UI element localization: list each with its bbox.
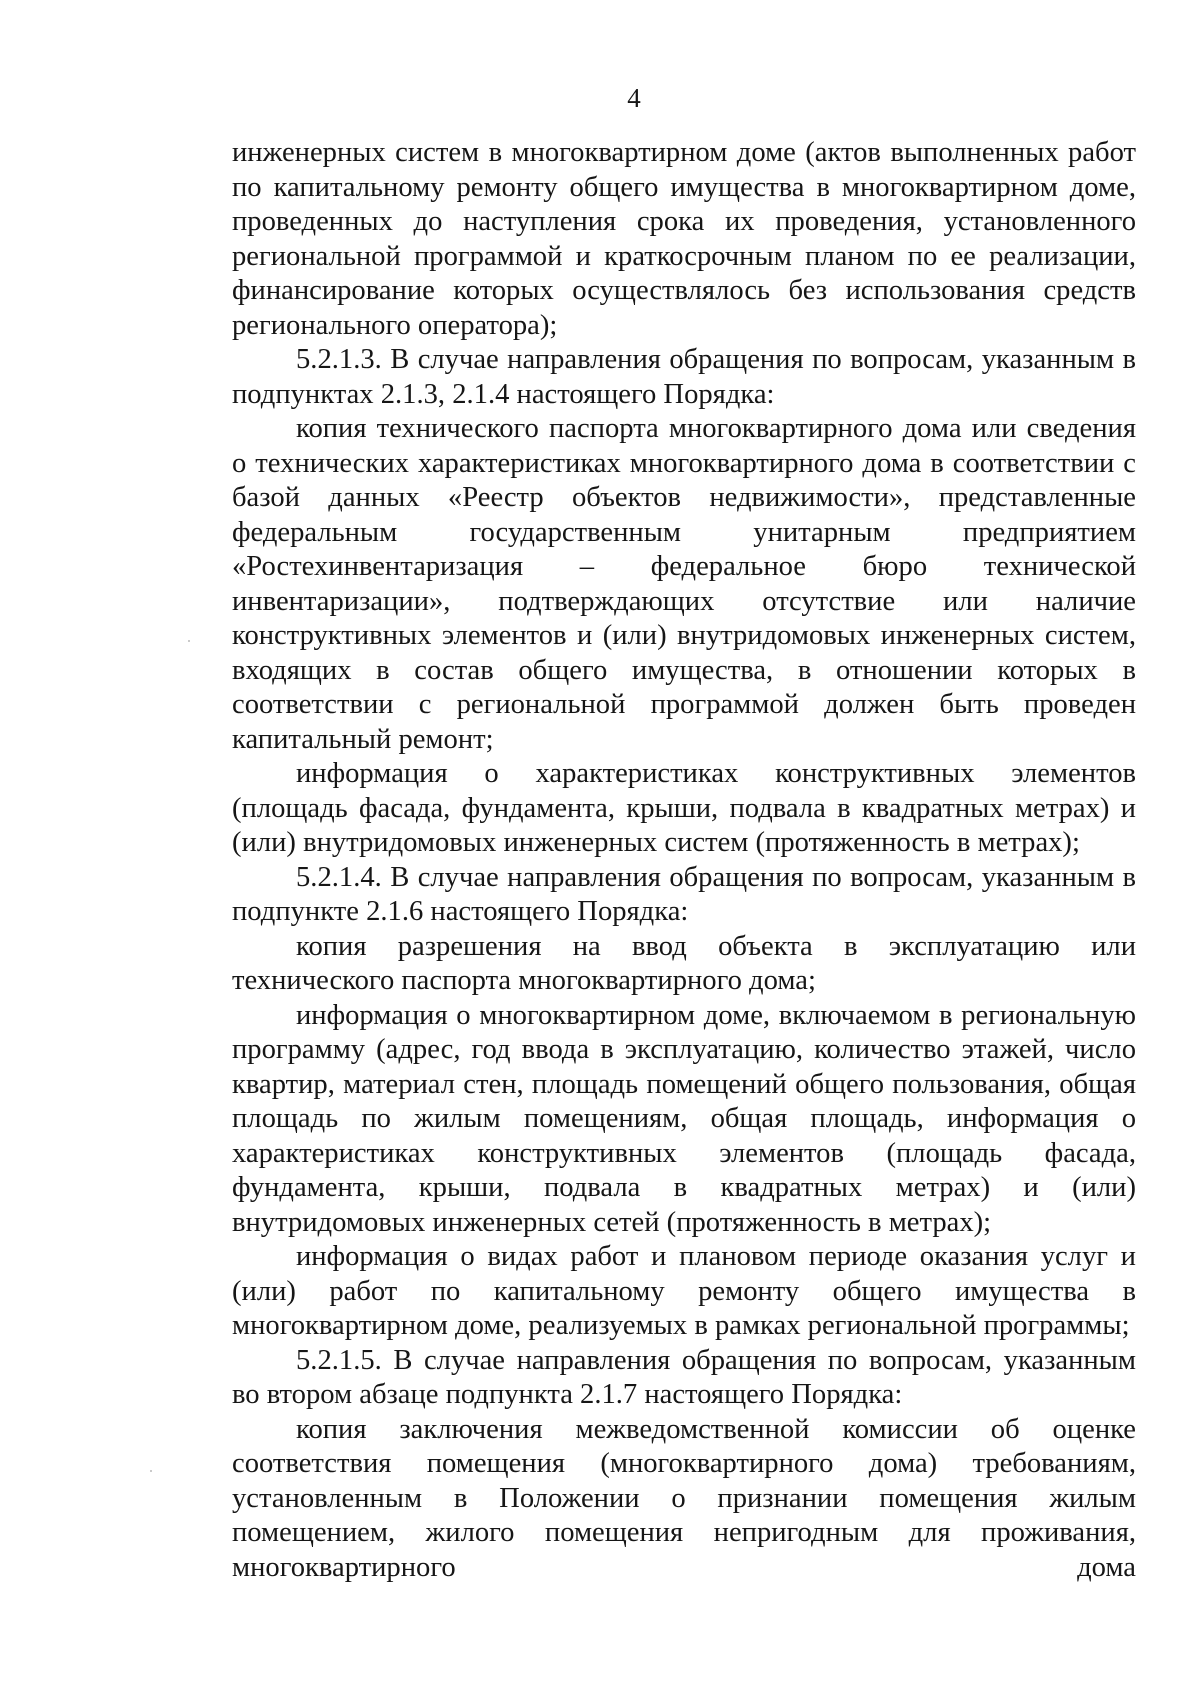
paragraph-building-info: информация о многоквартирном доме, включаемом в региональную программу (адрес, год ввода в эксплуатацию, количество этажей, число квартир, материал стен, площадь помещений общего пользования, общая площадь по жилым помещениям, общая площадь, информация о характеристиках конструктивных элементов (площадь фасада, фундамента, крыши, подвала в квадратных метрах) и (или) внутридомовых инженерных сетей (протяженность в метрах);: [232, 999, 1136, 1238]
scan-speck: [188, 640, 190, 642]
paragraph-5-2-1-4: 5.2.1.4. В случае направления обращения по вопросам, указанным в подпункте 2.1.6 настоящего Порядка:: [232, 861, 1136, 927]
document-body: [232, 136, 1136, 1585]
paragraph-continuation: инженерных систем в многоквартирном доме (актов выполненных работ по капитальному ремонту общего имущества в многоквартирном доме, проведенных до наступления срока их проведения, установленного региональной программой и краткосрочным планом по ее реализации, финансирование которых осуществлялось без использования средств регионального оператора);: [232, 137, 1136, 341]
paragraph-commissioning-permit: копия разрешения на ввод объекта в эксплуатацию или технического паспорта многоквартирного дома;: [232, 930, 1136, 996]
paragraph-structural-elements-info: информация о характеристиках конструктивных элементов (площадь фасада, фундамента, крыши, подвала в квадратных метрах) и (или) внутридомовых инженерных систем (протяженность в метрах);: [232, 758, 1136, 858]
paragraph-5-2-1-3: 5.2.1.3. В случае направления обращения по вопросам, указанным в подпунктах 2.1.3, 2.1.4 настоящего Порядка:: [232, 344, 1136, 410]
scan-speck: [150, 1470, 152, 1472]
paragraph-works-info: информация о видах работ и плановом периоде оказания услуг и (или) работ по капитальному ремонту общего имущества в многоквартирном доме, реализуемых в рамках региональной программы;: [232, 1241, 1136, 1341]
page-number: 4: [627, 83, 641, 113]
paragraph-5-2-1-5: 5.2.1.5. В случае направления обращения по вопросам, указанным во втором абзаце подпункта 2.1.7 настоящего Порядка:: [232, 1344, 1136, 1410]
paragraph-commission-conclusion: копия заключения межведомственной комиссии об оценке соответствия помещения (многоквартирного дома) требованиям, установленным в Положении о признании помещения жилым помещением, жилого помещения непригодным для проживания, многоквартирного дома: [232, 1413, 1136, 1583]
paragraph-technical-passport: копия технического паспорта многоквартирного дома или сведения о технических характеристиках многоквартирного дома в соответствии с базой данных «Реестр объектов недвижимости», представленные федеральным государственным унитарным предприятием «Ростехинвентаризация – федеральное бюро технической инвентаризации», подтверждающих отсутствие или наличие конструктивных элементов и (или) внутридомовых инженерных систем, входящих в состав общего имущества, в отношении которых в соответствии с региональной программой должен быть проведен капитальный ремонт;: [232, 413, 1136, 755]
